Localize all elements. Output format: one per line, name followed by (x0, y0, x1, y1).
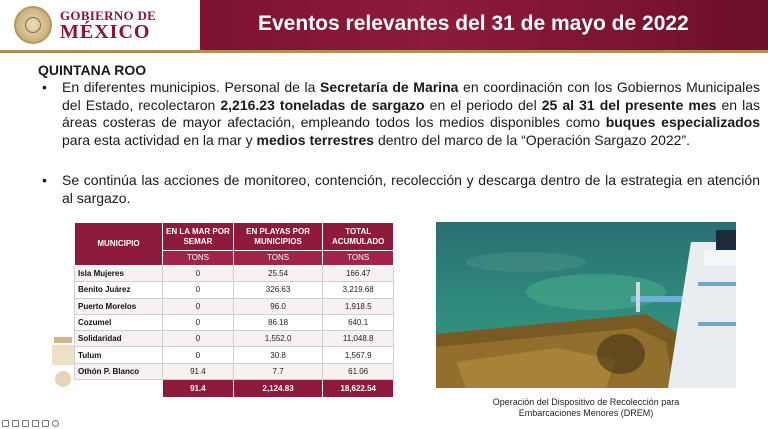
cell-playas: 326.63 (233, 282, 323, 298)
cell-mar: 0 (163, 347, 234, 363)
cell-mar: 0 (163, 314, 234, 330)
gov-line2: MÉXICO (60, 21, 151, 43)
decorative-emblem (50, 335, 76, 391)
cell-total: 1,567.9 (323, 347, 394, 363)
control-icon[interactable] (12, 420, 19, 427)
cell-municipio: Benito Juárez (75, 282, 163, 298)
cell-playas: 30.8 (233, 347, 323, 363)
total-blank-cell (75, 380, 163, 398)
cell-total: 640.1 (323, 314, 394, 330)
units-label: TONS (323, 251, 394, 266)
col-header-total: TOTAL ACUMULADO (323, 223, 394, 251)
cell-playas: 25.54 (233, 266, 323, 282)
photo-caption-line1: Operación del Dispositivo de Recolección para (492, 397, 680, 407)
cell-playas: 96.0 (233, 298, 323, 314)
national-seal-icon (14, 6, 52, 44)
cell-mar: 0 (163, 298, 234, 314)
col-header-playas: EN PLAYAS POR MUNICIPIOS (233, 223, 323, 251)
col-header-municipio: MUNICIPIO (75, 223, 163, 266)
units-label: TONS (233, 251, 323, 266)
cell-total: 11,048.8 (323, 331, 394, 347)
cell-municipio: Cozumel (75, 314, 163, 330)
header-divider (0, 50, 768, 53)
cell-playas: 86.18 (233, 314, 323, 330)
sargazo-table (74, 222, 394, 398)
cell-total: 61.06 (323, 363, 394, 379)
total-mar: 91.4 (163, 380, 234, 398)
state-heading: QUINTANA ROO (38, 62, 147, 78)
cell-mar: 0 (163, 331, 234, 347)
table-row (75, 331, 394, 347)
cell-mar: 0 (163, 282, 234, 298)
cell-mar: 0 (163, 266, 234, 282)
cell-playas: 7.7 (233, 363, 323, 379)
cell-total: 166.47 (323, 266, 394, 282)
cell-mar: 91.4 (163, 363, 234, 379)
gov-line1: GOBIERNO DE (60, 8, 157, 23)
bullet-text-2: Se continúa las acciones de monitoreo, contención, recolección y descarga dentro de la estrategia en atención al sargazo. (62, 172, 760, 206)
page-title: Eventos relevantes del 31 de mayo de 2022 (258, 12, 689, 35)
control-icon[interactable] (2, 420, 9, 427)
government-logo (0, 0, 200, 50)
bullet-text-1: En diferentes municipios. Personal de la Secretaría de Marina en coordinación con los Gobiernos Municipales del Estado, recolectaron 2,216.23 toneladas de sargazo en el periodo del 25 al 31 del presente mes en las áreas costeras de mayor afectación, empleando todos los medios disponibles como buques especializados para esta actividad en la mar y medios terrestres dentro del marco de la “Operación Sargazo 2022”. (62, 79, 761, 148)
sea-boat-illustration (436, 222, 736, 388)
total-playas: 2,124.83 (233, 380, 323, 398)
table-row (75, 347, 394, 363)
cell-total: 1,918.5 (323, 298, 394, 314)
cell-municipio: Othón P. Blanco (75, 363, 163, 379)
table-row (75, 298, 394, 314)
control-icon[interactable] (42, 420, 49, 427)
drem-photo (436, 222, 736, 388)
table-row (75, 266, 394, 282)
total-total: 18,622.54 (323, 380, 394, 398)
header (0, 0, 768, 50)
bullet-icon: • (42, 79, 47, 95)
bullet-icon: • (42, 172, 47, 188)
cell-municipio: Isla Mujeres (75, 266, 163, 282)
table-total-row (75, 380, 394, 398)
player-toolbar (0, 418, 80, 429)
control-icon[interactable] (22, 420, 29, 427)
control-icon[interactable] (32, 420, 39, 427)
table-row (75, 363, 394, 379)
cell-municipio: Tulum (75, 347, 163, 363)
col-header-mar: EN LA MAR POR SEMAR (163, 223, 234, 251)
cell-playas: 1,552.0 (233, 331, 323, 347)
cell-total: 3,219.68 (323, 282, 394, 298)
control-icon[interactable] (52, 420, 59, 427)
cell-municipio: Solidaridad (75, 331, 163, 347)
cell-municipio: Puerto Morelos (75, 298, 163, 314)
table-row (75, 314, 394, 330)
photo-caption-line2: Embarcaciones Menores (DREM) (518, 408, 654, 418)
units-label: TONS (163, 251, 234, 266)
table-row (75, 282, 394, 298)
